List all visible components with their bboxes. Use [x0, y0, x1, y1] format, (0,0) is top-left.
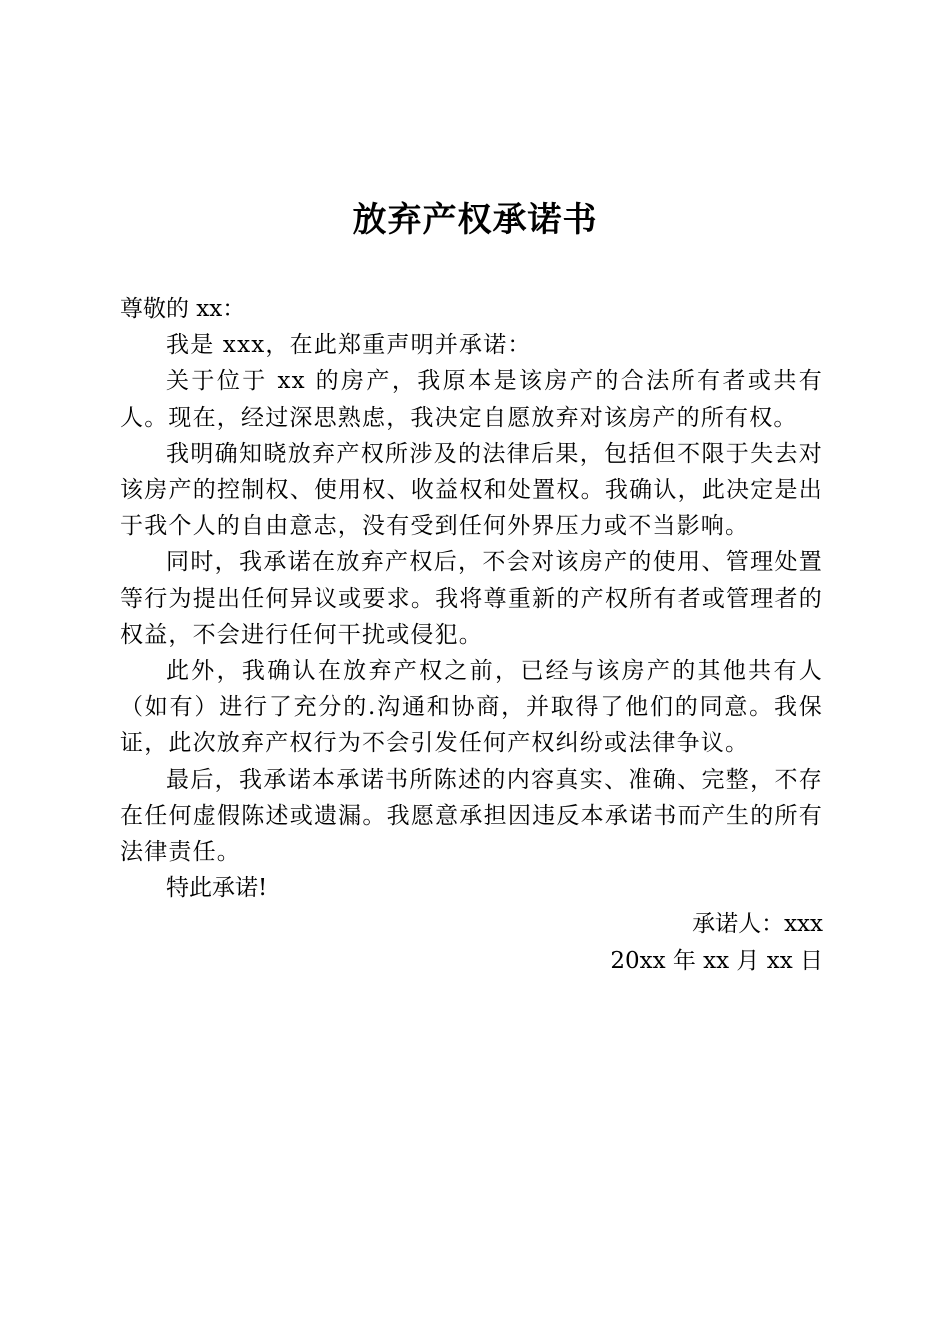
document-body	[120, 291, 823, 979]
date-line: 20xx 年 xx 月 xx 日	[610, 947, 823, 974]
paragraph-co-owners: 此外，我确认在放弃产权之前，已经与该房产的其他共有人（如有）进行了充分的.沟通和协商，并取得了他们的同意。我保证，此次放弃产权行为不会引发任何产权纠纷或法律争议。	[120, 658, 823, 757]
document-title: 放弃产权承诺书	[352, 200, 598, 240]
paragraph-declaration: 我是 xxx，在此郑重声明并承诺：	[166, 332, 532, 359]
salutation: 尊敬的 xx：	[120, 296, 246, 322]
signer-line: 承诺人：xxx	[692, 911, 823, 938]
closing-line: 特此承诺!	[166, 875, 268, 902]
paragraph-consequences: 我明确知晓放弃产权所涉及的法律后果，包括但不限于失去对该房产的控制权、使用权、收益权和处置权。我确认，此决定是出于我个人的自由意志，没有受到任何外界压力或不当影响。	[120, 440, 823, 540]
paragraph-no-objection: 同时，我承诺在放弃产权后，不会对该房产的使用、管理处置等行为提出任何异议或要求。我将尊重新的产权所有者或管理者的权益，不会进行任何干扰或侵犯。	[120, 549, 823, 648]
paragraph-truthfulness: 最后，我承诺本承诺书所陈述的内容真实、准确、完整，不存在任何虚假陈述或遗漏。我愿意承担因违反本承诺书而产生的所有法律责任。	[120, 766, 823, 866]
paragraph-property: 关于位于 xx 的房产，我原本是该房产的合法所有者或共有人。现在，经过深思熟虑，我决定自愿放弃对该房产的所有权。	[120, 368, 823, 431]
